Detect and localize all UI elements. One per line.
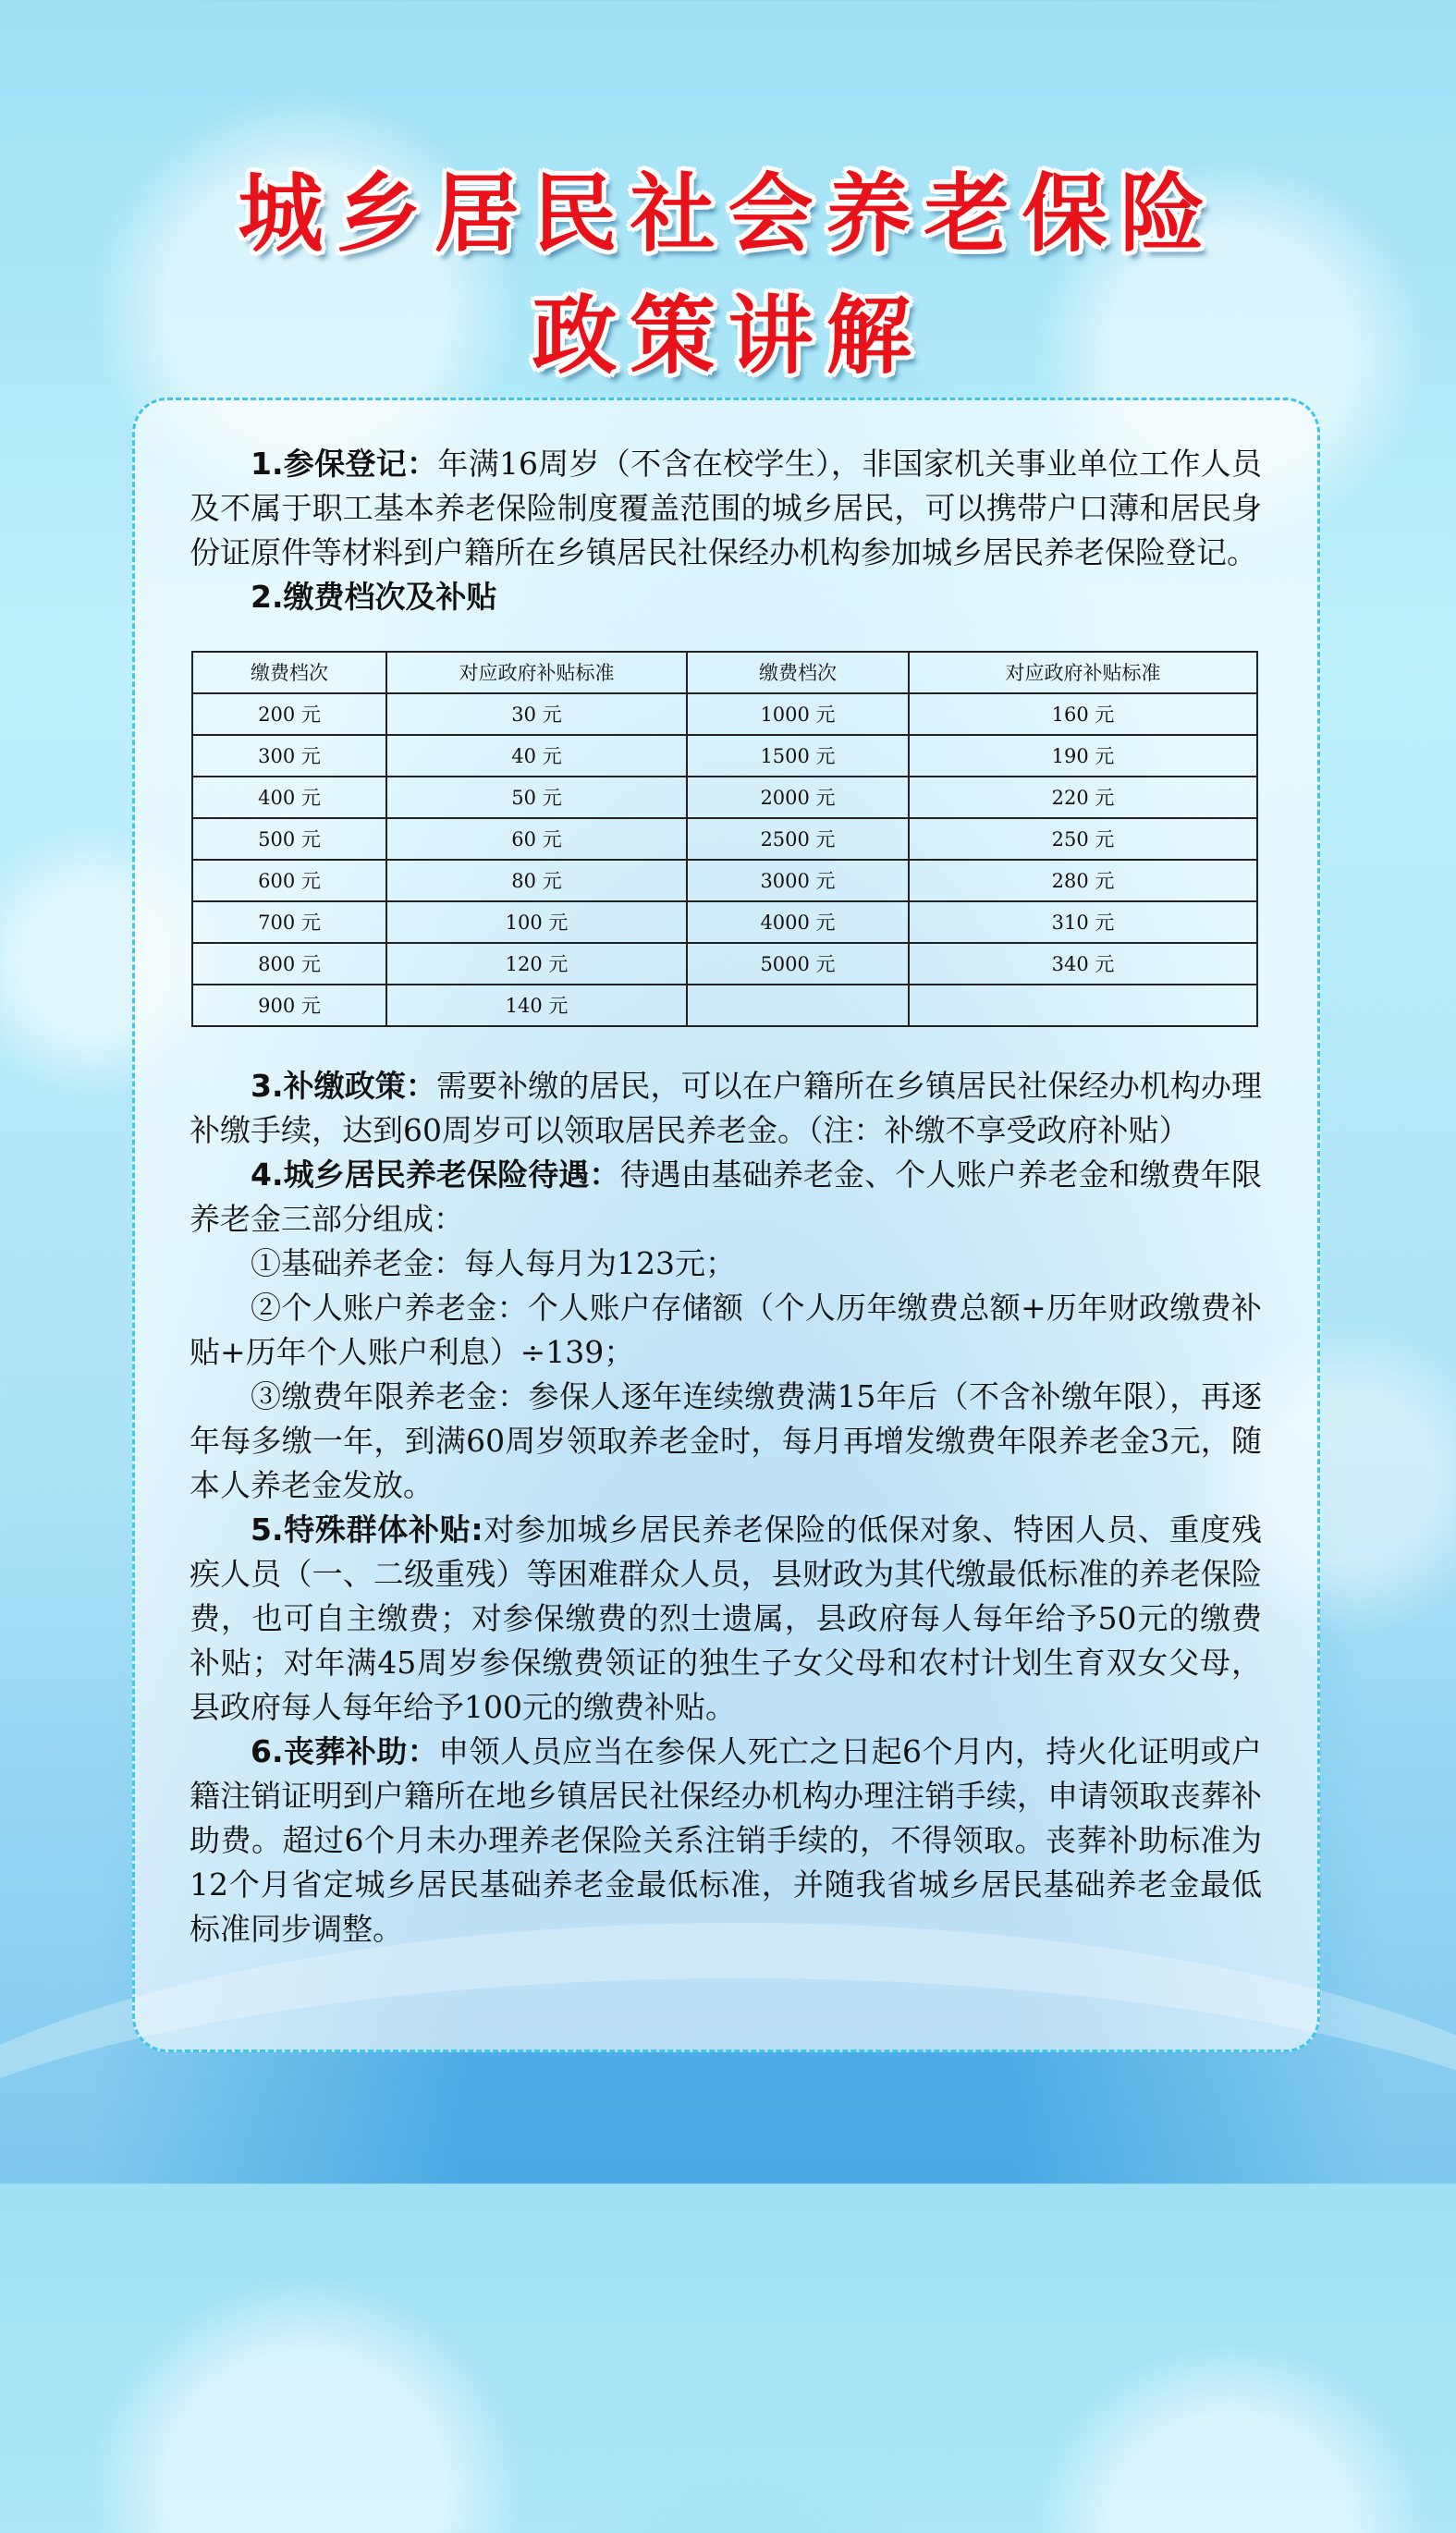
section-special-groups-heading: 5.特殊群体补贴:	[251, 1511, 483, 1548]
table-cell: 280 元	[909, 860, 1257, 901]
table-header-cell: 对应政府补贴标准	[909, 652, 1257, 693]
section-benefits-text: 待遇由基础养老金、个人账户养老金和缴费年限养老金三部分组成：	[190, 1156, 1262, 1237]
fee-subsidy-table	[191, 651, 1258, 1027]
benefit-item-basic: ①基础养老金：每人每月为123元；	[251, 1245, 736, 1281]
section-back-payment-heading: 3.补缴政策：	[251, 1068, 436, 1104]
table-cell: 4000 元	[687, 901, 909, 943]
section-benefits	[190, 1153, 1262, 1242]
section-registration-heading: 1.参保登记：	[251, 446, 438, 482]
table-cell: 120 元	[386, 943, 687, 985]
table-cell: 80 元	[386, 860, 687, 901]
table-cell: 30 元	[386, 693, 687, 735]
table-cell: 100 元	[386, 901, 687, 943]
table-cell	[687, 985, 909, 1026]
table-cell: 140 元	[386, 985, 687, 1026]
poster-title-line1: 城乡居民社会养老保险	[238, 165, 1218, 263]
table-cell	[909, 985, 1257, 1026]
table-cell: 250 元	[909, 818, 1257, 860]
table-cell: 900 元	[192, 985, 386, 1026]
table-cell: 50 元	[386, 777, 687, 818]
table-cell: 310 元	[909, 901, 1257, 943]
table-cell: 160 元	[909, 693, 1257, 735]
table-row	[192, 860, 1257, 901]
table-cell: 5000 元	[687, 943, 909, 985]
table-header-cell: 缴费档次	[687, 652, 909, 693]
section-funeral-text: 申领人员应当在参保人死亡之日起6个月内，持火化证明或户籍注销证明到户籍所在地乡镇居民社保经办机构办理注销手续，申请领取丧葬补助费。超过6个月未办理养老保险关系注销手续的，不得领取。丧葬补助标准为12个月省定城乡居民基础养老金最低标准，并随我省城乡居民基础养老金最低标准同步调整。	[190, 1733, 1262, 1947]
table-cell: 200 元	[192, 693, 386, 735]
section-funeral-heading: 6.丧葬补助：	[251, 1733, 439, 1769]
table-cell: 2500 元	[687, 818, 909, 860]
section-special-groups-text: 对参加城乡居民养老保险的低保对象、特困人员、重度残疾人员（一、二级重残）等困难群众人员，县财政为其代缴最低标准的养老保险费，也可自主缴费；对参保缴费的烈士遗属，县政府每人每年给予50元的缴费补贴；对年满45周岁参保缴费领证的独生子女父母和农村计划生育双女父母，县政府每人每年给予100元的缴费补贴。	[190, 1511, 1262, 1725]
table-cell: 220 元	[909, 777, 1257, 818]
table-cell: 1000 元	[687, 693, 909, 735]
table-row	[192, 985, 1257, 1026]
poster-title-line2: 政策讲解	[532, 287, 924, 385]
section-fees	[190, 575, 1262, 619]
table-row	[192, 901, 1257, 943]
section-registration-text: 年满16周岁（不含在校学生），非国家机关事业单位工作人员及不属于职工基本养老保险制度覆盖范围的城乡居民，可以携带户口薄和居民身份证原件等材料到户籍所在乡镇居民社保经办机构参加城乡居民养老保险登记。	[190, 446, 1262, 570]
section-funeral	[190, 1730, 1262, 1952]
section-special-groups	[190, 1508, 1262, 1730]
table-row	[192, 818, 1257, 860]
table-header-cell: 缴费档次	[192, 652, 386, 693]
table-cell: 190 元	[909, 735, 1257, 777]
table-cell: 300 元	[192, 735, 386, 777]
table-cell: 600 元	[192, 860, 386, 901]
benefit-item-years: ③缴费年限养老金：参保人逐年连续缴费满15年后（不含补缴年限），再逐年每多缴一年，到满60周岁领取养老金时，每月再增发缴费年限养老金3元，随本人养老金发放。	[190, 1378, 1262, 1503]
policy-content	[190, 442, 1262, 1952]
section-back-payment-text: 需要补缴的居民，可以在户籍所在乡镇居民社保经办机构办理补缴手续，达到60周岁可以领取居民养老金。（注：补缴不享受政府补贴）	[190, 1068, 1262, 1148]
table-cell: 400 元	[192, 777, 386, 818]
section-back-payment	[190, 1064, 1262, 1153]
table-cell: 2000 元	[687, 777, 909, 818]
table-cell: 800 元	[192, 943, 386, 985]
benefit-item-personal-account: ②个人账户养老金：个人账户存储额（个人历年缴费总额+历年财政缴费补贴+历年个人账户利息）÷139；	[190, 1290, 1262, 1370]
table-cell: 40 元	[386, 735, 687, 777]
table-cell: 1500 元	[687, 735, 909, 777]
section-fees-heading: 2.缴费档次及补贴	[251, 579, 497, 615]
table-header-row	[192, 652, 1257, 693]
table-cell: 60 元	[386, 818, 687, 860]
section-registration	[190, 442, 1262, 575]
table-row	[192, 735, 1257, 777]
table-cell: 340 元	[909, 943, 1257, 985]
table-cell: 3000 元	[687, 860, 909, 901]
table-row	[192, 777, 1257, 818]
table-row	[192, 693, 1257, 735]
table-cell: 700 元	[192, 901, 386, 943]
table-row	[192, 943, 1257, 985]
section-benefits-heading: 4.城乡居民养老保险待遇：	[251, 1156, 620, 1193]
table-header-cell: 对应政府补贴标准	[386, 652, 687, 693]
table-cell: 500 元	[192, 818, 386, 860]
